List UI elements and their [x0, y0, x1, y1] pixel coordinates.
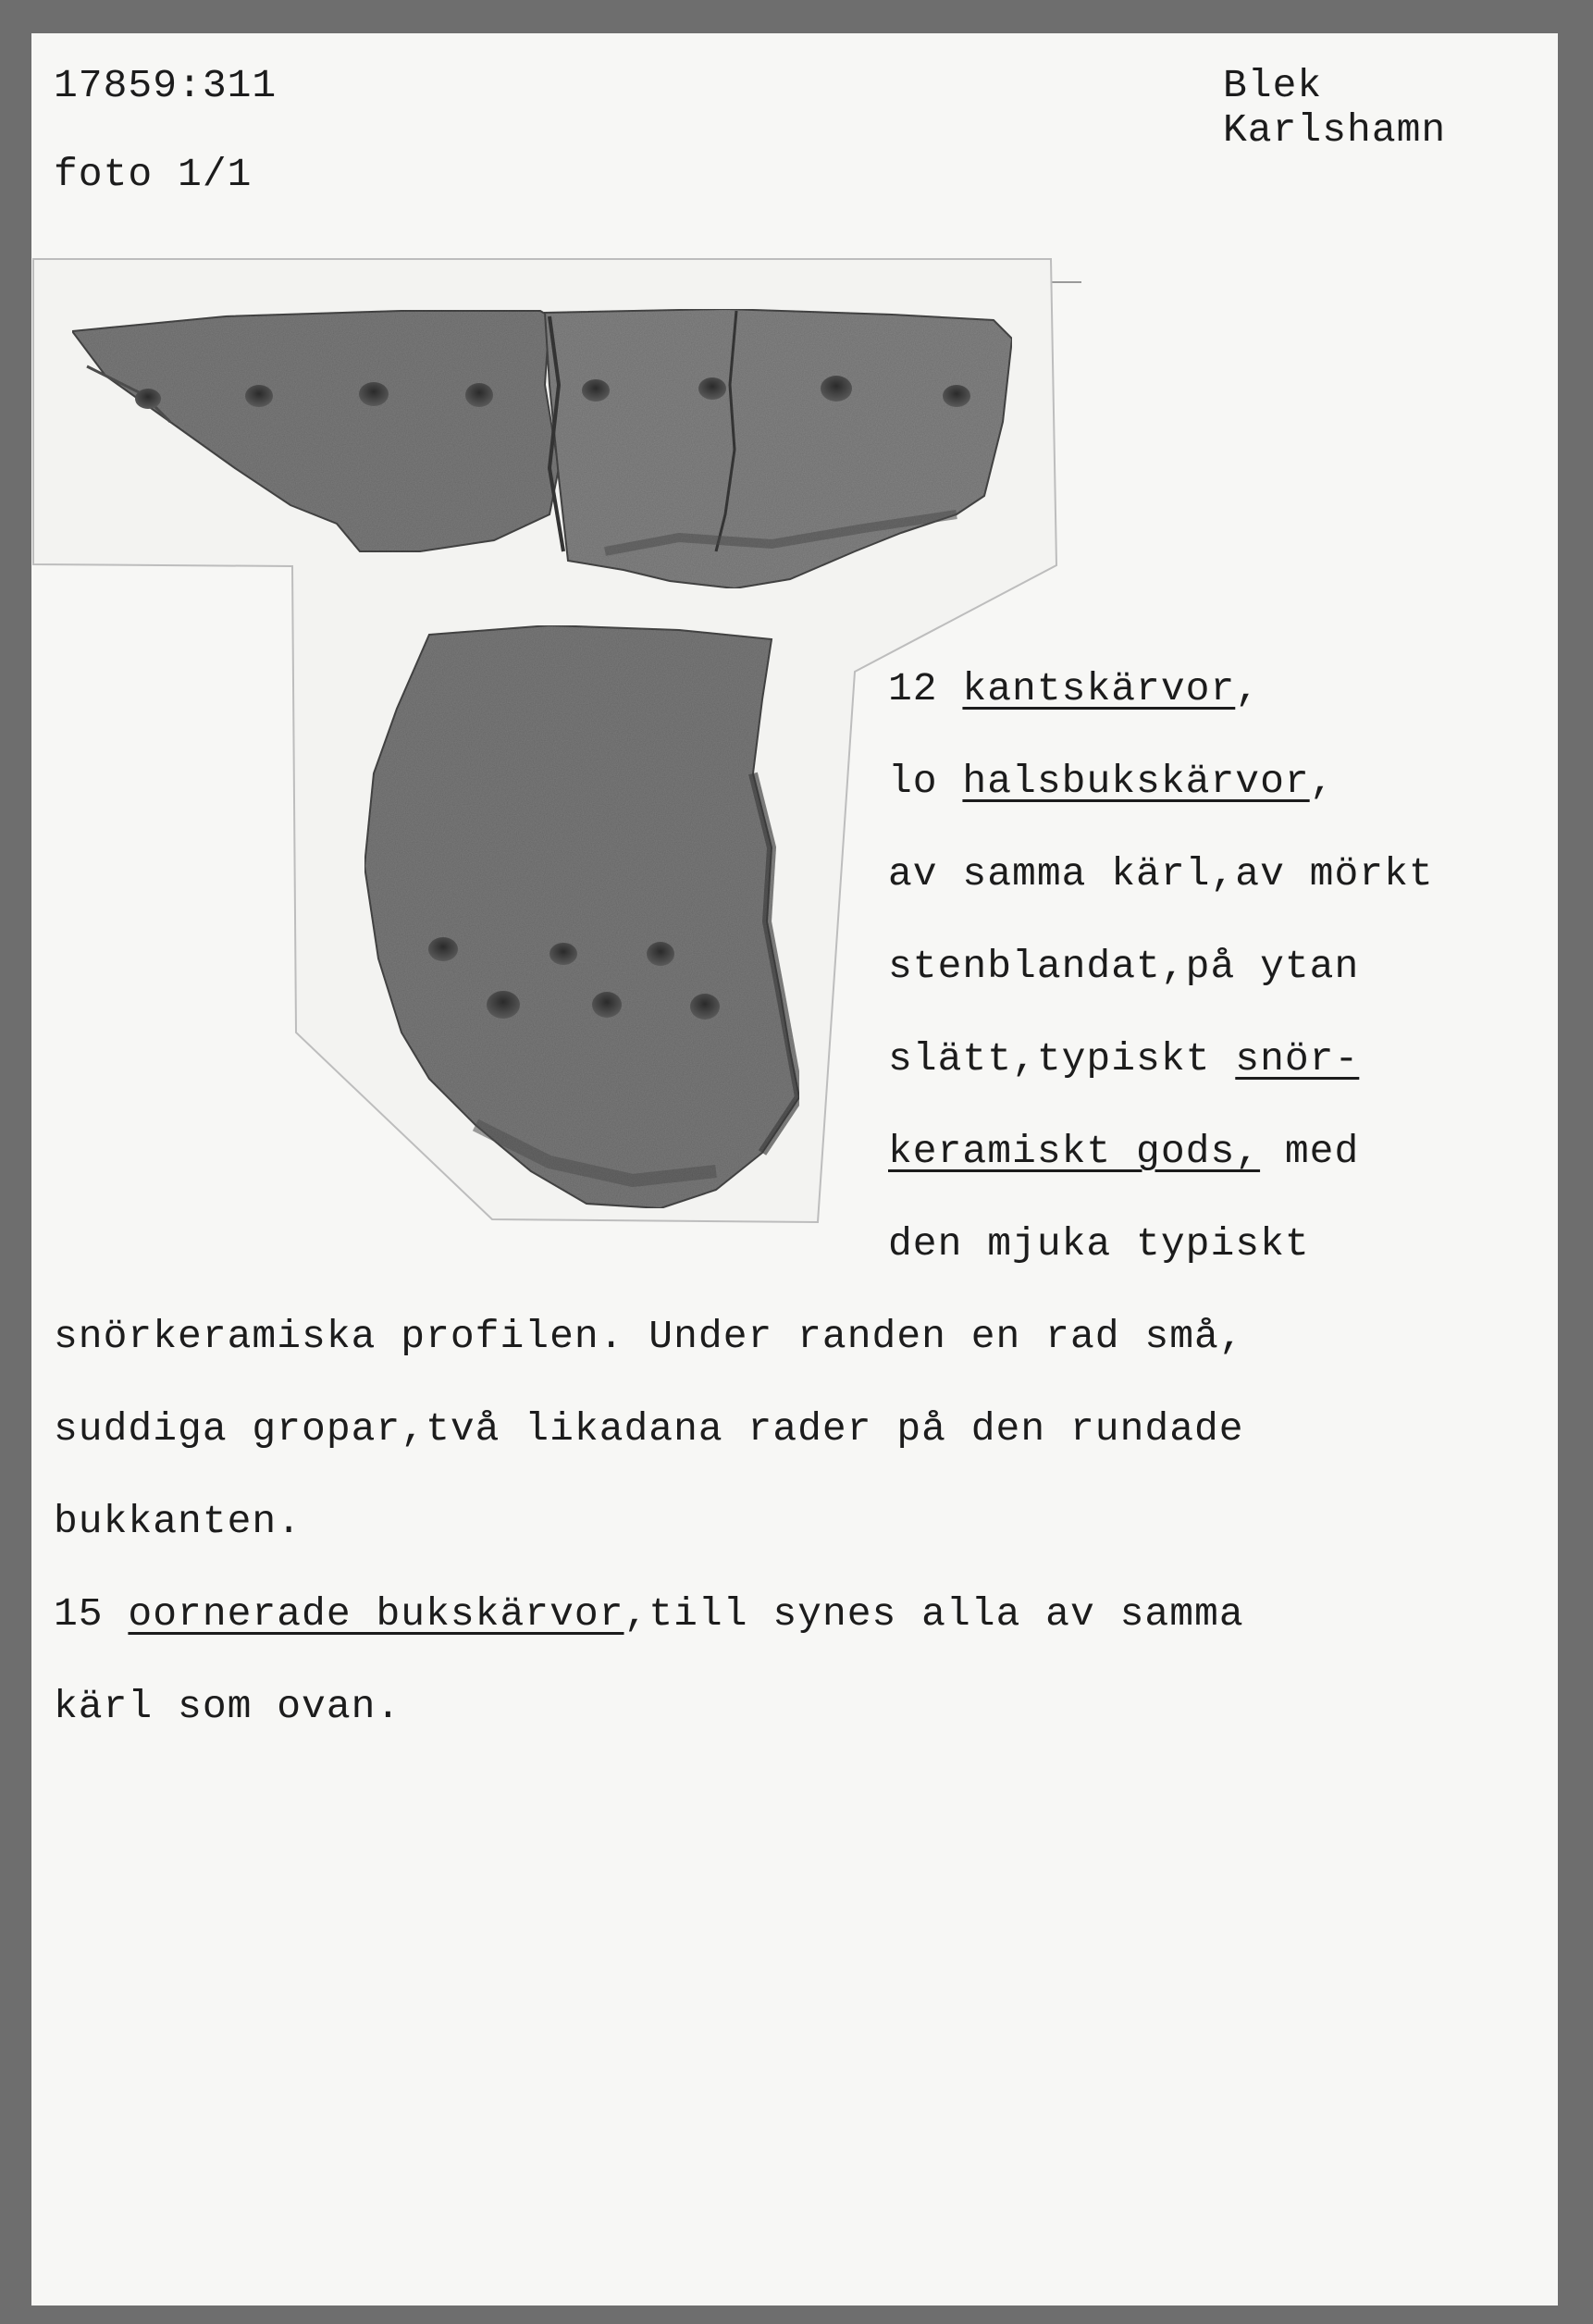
term-halsbukskarvor: halsbukskärvor — [962, 759, 1310, 804]
desc-line-3: av samma kärl,av mörkt — [888, 851, 1434, 896]
desc-line-12: kärl som ovan. — [54, 1684, 401, 1729]
desc-line-5 — [888, 1036, 1359, 1082]
photo-scale: foto 1/1 — [54, 152, 253, 197]
text-run: slätt,typiskt — [888, 1036, 1236, 1082]
rim-count: 12 — [888, 666, 963, 711]
catalog-number: 17859:311 — [54, 63, 278, 108]
body-count: 15 — [54, 1591, 129, 1637]
desc-line-6 — [888, 1129, 1359, 1175]
desc-line-11 — [54, 1591, 1244, 1638]
punct: , — [1309, 759, 1335, 804]
desc-line-1 — [888, 666, 1260, 712]
term-kantskarvor: kantskärvor — [962, 666, 1236, 711]
desc-line-9: suddiga gropar,två likadana rader på den rundade — [54, 1406, 1244, 1452]
desc-line-8: snörkeramiska profilen. Under randen en rad små, — [54, 1314, 1244, 1359]
desc-line-10: bukkanten. — [54, 1499, 303, 1544]
term-snor: snör- — [1235, 1036, 1360, 1082]
text-run: ,till synes alla av samma — [624, 1591, 1244, 1637]
term-keramiskt-gods: keramiskt gods, — [888, 1129, 1261, 1174]
desc-line-7: den mjuka typiskt — [888, 1221, 1310, 1267]
term-oornerade-bukskarvor: oornerade bukskärvor — [128, 1591, 624, 1637]
desc-line-2 — [888, 759, 1335, 805]
punct: , — [1235, 666, 1261, 711]
catalog-card — [31, 33, 1558, 2305]
place-label: Karlshamn — [1223, 107, 1447, 153]
neck-count: lo — [888, 759, 963, 804]
desc-line-4: stenblandat,på ytan — [888, 944, 1360, 989]
text-run: med — [1260, 1129, 1360, 1174]
region-label: Blek — [1223, 63, 1323, 108]
